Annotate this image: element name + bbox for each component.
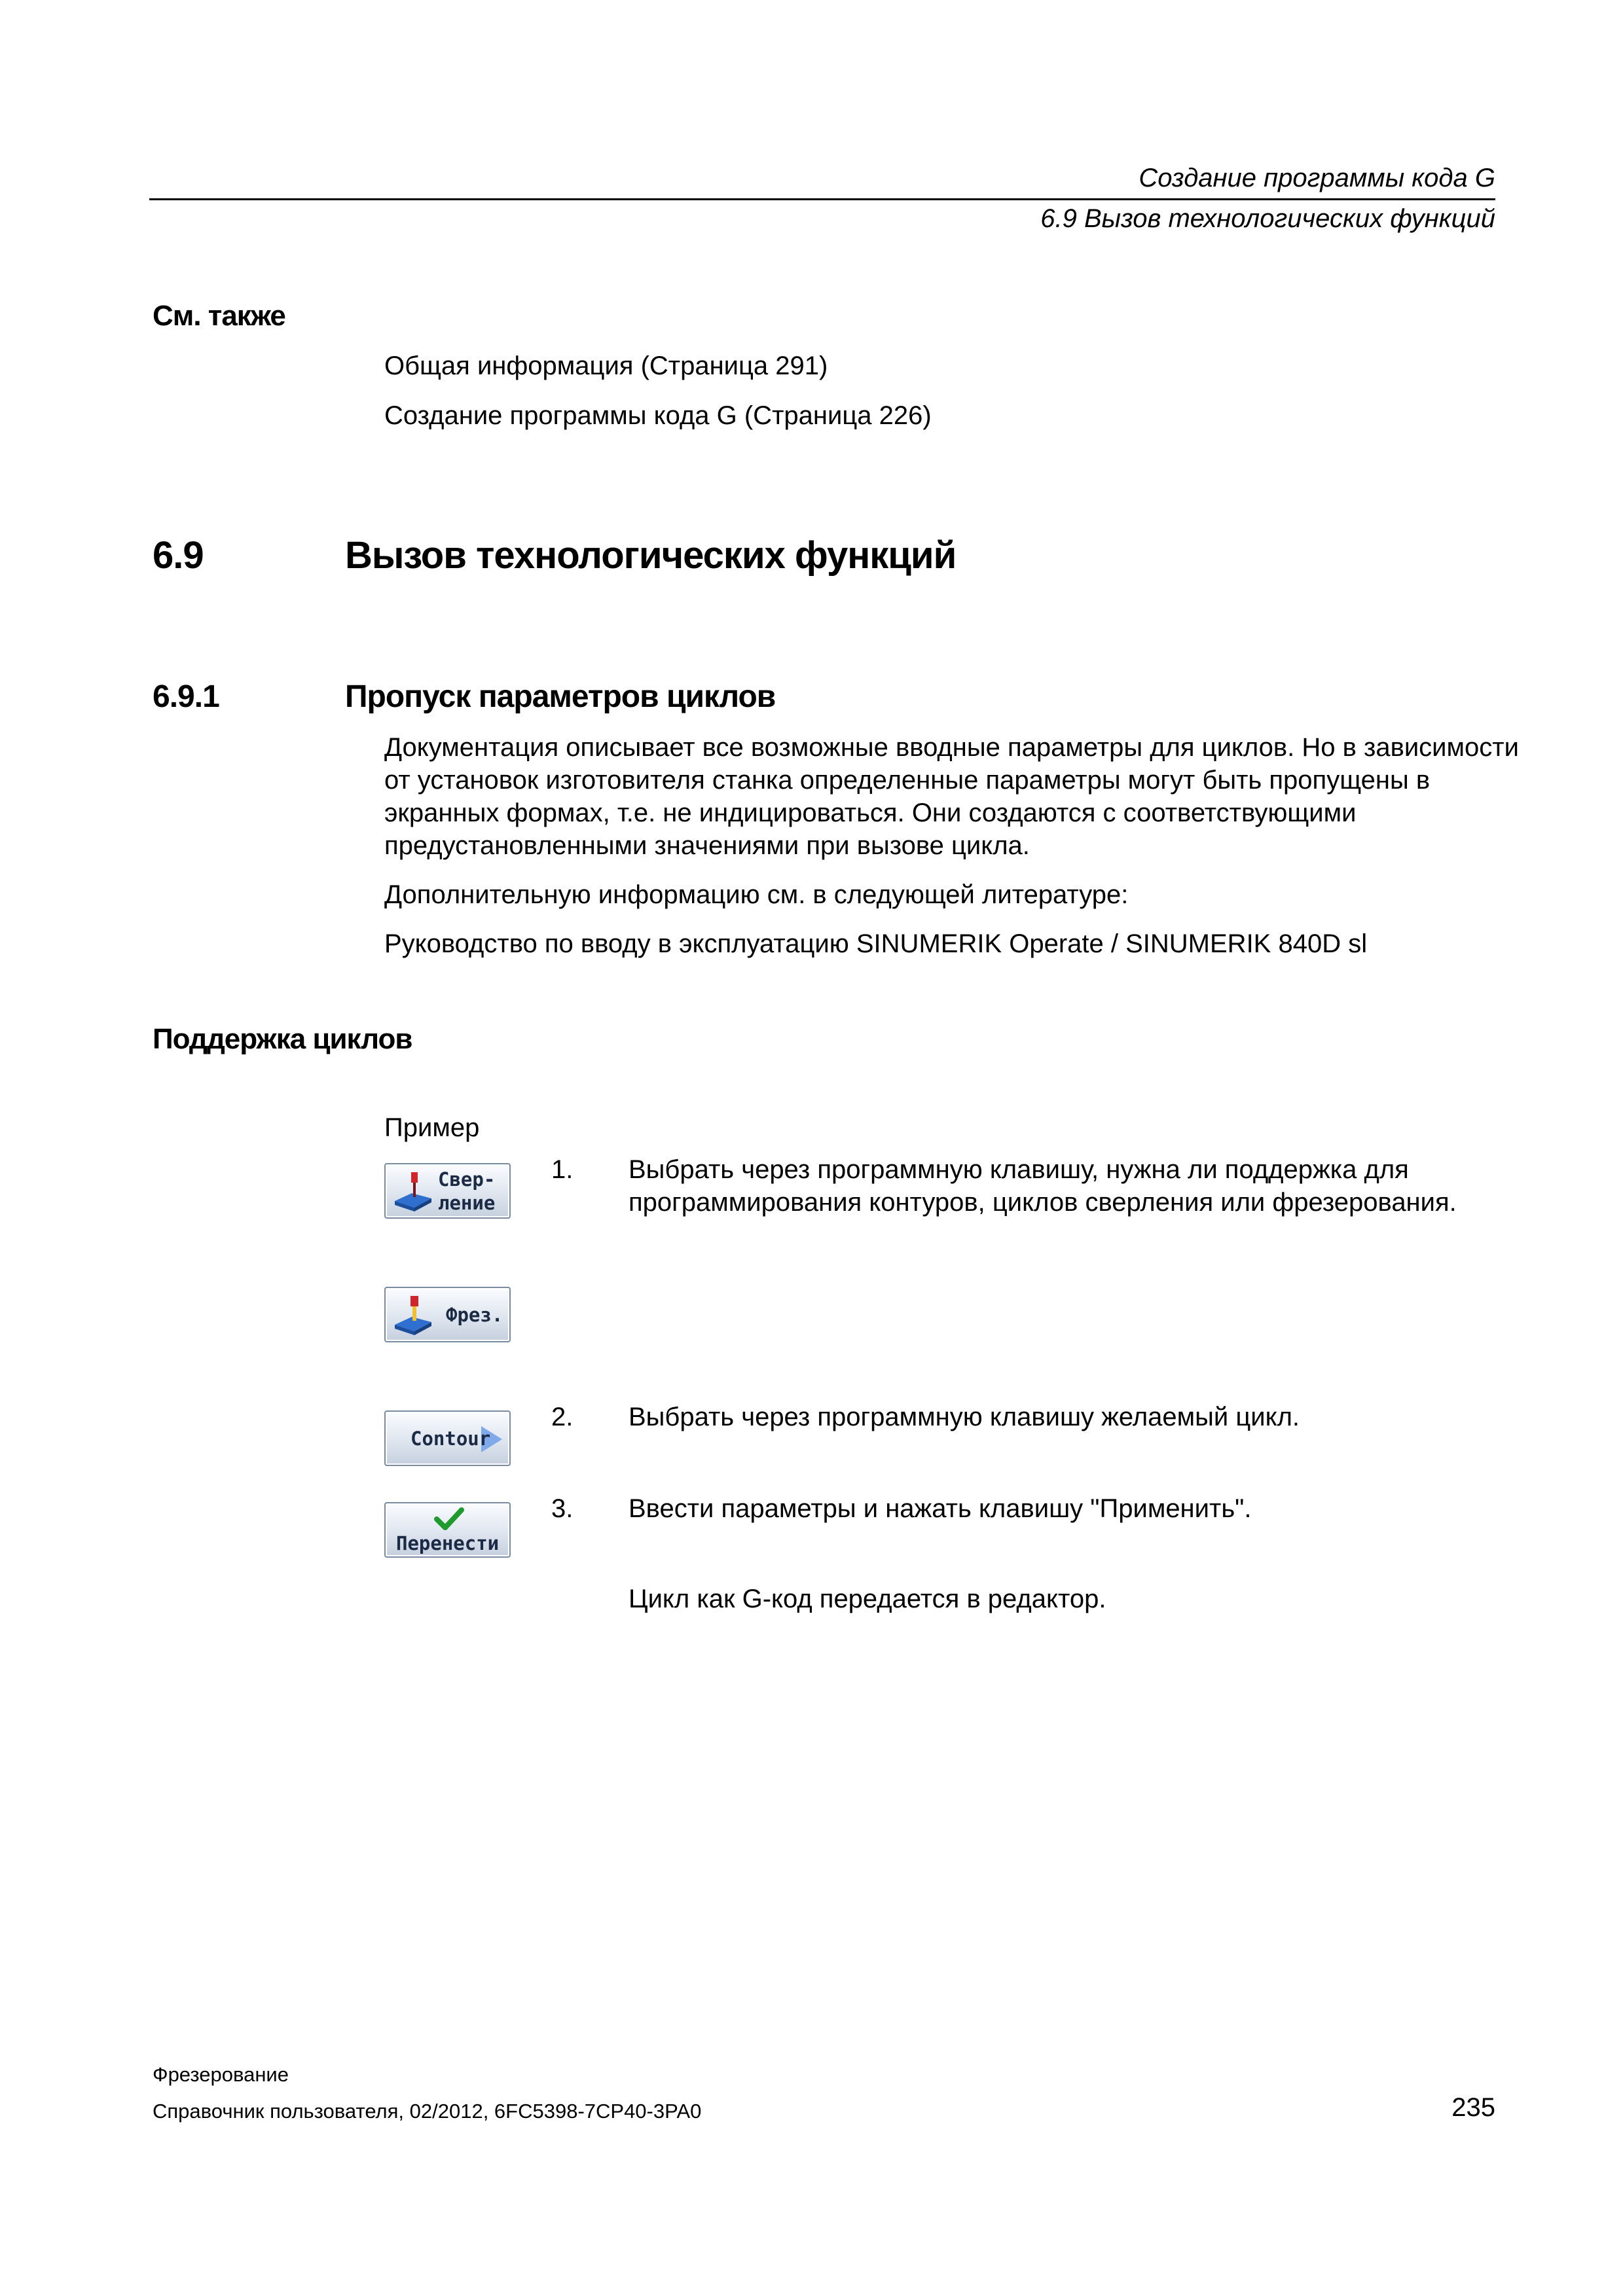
subsection-title: Пропуск параметров циклов — [345, 679, 776, 714]
running-header-section: 6.9 Вызов технологических функций — [1040, 204, 1495, 233]
example-label: Пример — [384, 1113, 480, 1142]
checkmark-icon — [434, 1506, 464, 1532]
step-3-text: Ввести параметры и нажать клавишу "Применить". — [629, 1494, 1252, 1523]
drill-icon — [392, 1170, 434, 1213]
step-2-text: Выбрать через программную клавишу желаемый цикл. — [629, 1403, 1300, 1431]
step-2-number: 2. — [551, 1403, 574, 1431]
header-rule — [149, 198, 1495, 200]
paragraph-reference: Руководство по вводу в эксплуатацию SINUMERIK Operate / SINUMERIK 840D sl — [384, 929, 1368, 958]
paragraph-documentation: Документация описывает все возможные вводные параметры для циклов. Но в зависимости от установок изготовителя станка определенные параметры могут быть пропущены в экранных формах, т.е. не индицироваться. Они создаются с соответствующими предустановленными значениями при вызове цикла. — [384, 733, 1519, 860]
footer-product: Фрезерование — [153, 2063, 289, 2086]
subsection-number: 6.9.1 — [153, 679, 219, 714]
contour-softkey-label: Contour — [410, 1427, 491, 1450]
step-result-text: Цикл как G-код передается в редактор. — [629, 1585, 1106, 1613]
contour-softkey[interactable] — [384, 1410, 511, 1466]
mill-icon — [392, 1293, 434, 1336]
step-1-number: 1. — [551, 1155, 574, 1184]
step-3-number: 3. — [551, 1494, 574, 1523]
milling-softkey[interactable] — [384, 1287, 511, 1342]
page-number: 235 — [1451, 2093, 1495, 2122]
transfer-softkey-label: Перенести — [396, 1532, 500, 1554]
drilling-softkey-label-line1: Свер- — [438, 1168, 496, 1191]
milling-softkey-label: Фрез. — [446, 1304, 503, 1326]
see-also-link-create-gcode[interactable]: Создание программы кода G (Страница 226) — [384, 401, 932, 430]
see-also-heading: См. также — [153, 300, 285, 332]
step-1-text: Выбрать через программную клавишу, нужна ли поддержка для программирования контуров, циклов сверления или фрезерования. — [629, 1155, 1457, 1217]
drilling-softkey[interactable] — [384, 1163, 511, 1219]
transfer-softkey[interactable] — [384, 1502, 511, 1558]
footer-document-info: Справочник пользователя, 02/2012, 6FC5398-7CP40-3PA0 — [153, 2100, 702, 2123]
section-number: 6.9 — [153, 534, 204, 577]
drilling-softkey-label-line2: ление — [438, 1192, 496, 1214]
cycle-support-heading: Поддержка циклов — [153, 1023, 412, 1055]
running-header-chapter: Создание программы кода G — [1139, 164, 1495, 192]
section-title: Вызов технологических функций — [345, 534, 957, 577]
paragraph-more-info: Дополнительную информацию см. в следующей литературе: — [384, 880, 1129, 909]
see-also-link-general-info[interactable]: Общая информация (Страница 291) — [384, 351, 828, 380]
